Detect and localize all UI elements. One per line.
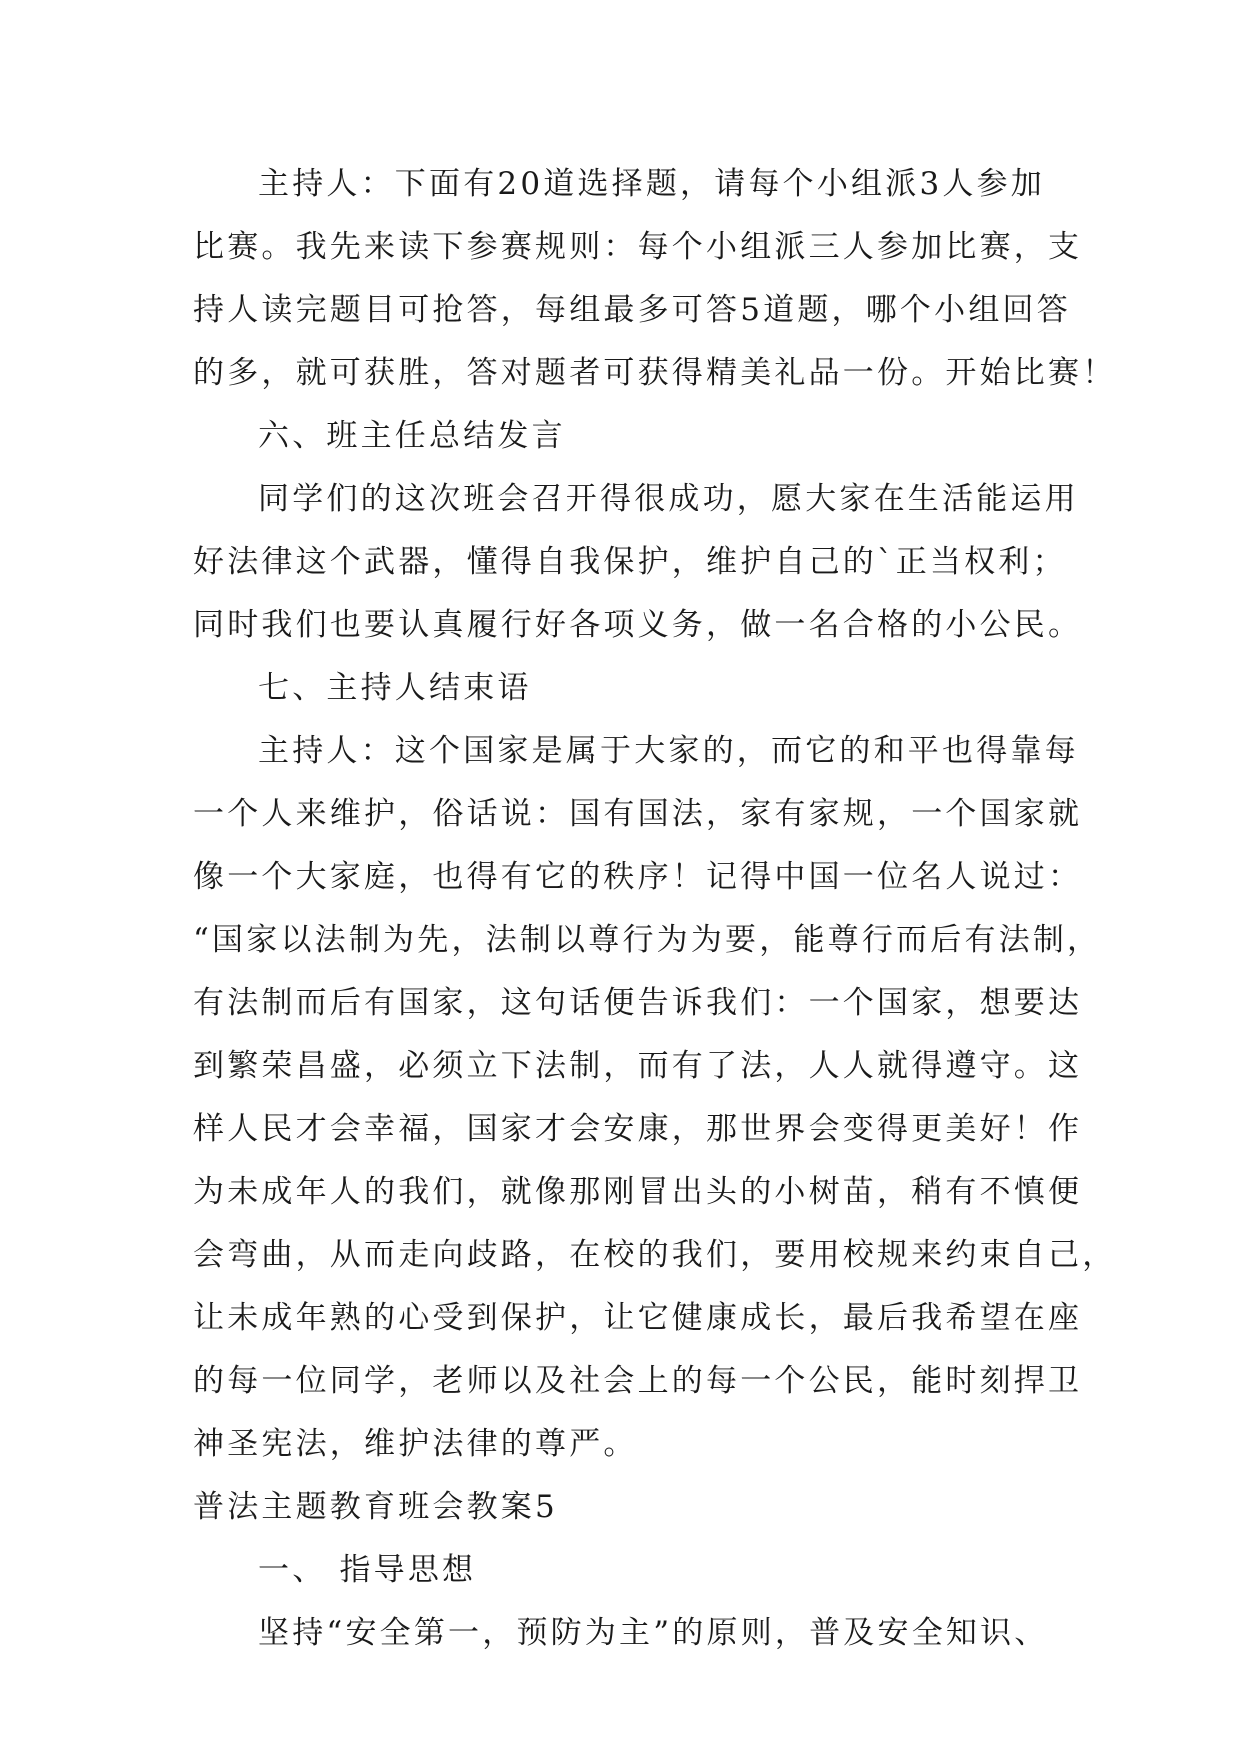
- paragraph-line: 有法制而后有国家，这句话便告诉我们：一个国家，想要达: [193, 985, 1083, 1021]
- section-heading-7: 七、主持人结束语: [258, 670, 532, 706]
- paragraph-line: 好法律这个武器，懂得自我保护，维护自己的`正当权利；: [193, 544, 1067, 580]
- paragraph-line: 坚持“安全第一，预防为主”的原则，普及安全知识、: [258, 1615, 1049, 1651]
- paragraph-line: 持人读完题目可抢答，每组最多可答5道题，哪个小组回答: [193, 292, 1071, 328]
- paragraph-teacher-summary-line: 同学们的这次班会召开得很成功，愿大家在生活能运用: [258, 481, 1079, 517]
- paragraph-line: 为未成年人的我们，就像那刚冒出头的小树苗，稍有不慎便: [193, 1174, 1083, 1210]
- section-heading-6: 六、班主任总结发言: [258, 418, 566, 454]
- paragraph-line: 到繁荣昌盛，必须立下法制，而有了法，人人就得遵守。这: [193, 1048, 1083, 1084]
- paragraph-line: 的每一位同学，老师以及社会上的每一个公民，能时刻捍卫: [193, 1363, 1083, 1399]
- paragraph-line: 比赛。我先来读下参赛规则：每个小组派三人参加比赛，支: [193, 229, 1083, 265]
- paragraph-closing-line: 主持人：这个国家是属于大家的，而它的和平也得靠每: [258, 733, 1079, 769]
- paragraph-line: “国家以法制为先，法制以尊行为为要，能尊行而后有法制，: [193, 922, 1102, 958]
- paragraph-line: 像一个大家庭，也得有它的秩序！记得中国一位名人说过：: [193, 859, 1083, 895]
- paragraph-line: 神圣宪法，维护法律的尊严。: [193, 1426, 638, 1462]
- paragraph-host-quiz-line: 主持人：下面有20道选择题，请每个小组派3人参加: [258, 166, 1045, 202]
- paragraph-line: 的多，就可获胜，答对题者可获得精美礼品一份。开始比赛！: [193, 355, 1117, 391]
- paragraph-line: 让未成年熟的心受到保护，让它健康成长，最后我希望在座: [193, 1300, 1083, 1336]
- section-heading-1: 一、 指导思想: [258, 1552, 477, 1588]
- paragraph-line: 一个人来维护，俗话说：国有国法，家有家规，一个国家就: [193, 796, 1083, 832]
- paragraph-line: 样人民才会幸福，国家才会安康，那世界会变得更美好！作: [193, 1111, 1083, 1147]
- paragraph-line: 同时我们也要认真履行好各项义务，做一名合格的小公民。: [193, 607, 1083, 643]
- paragraph-line: 会弯曲，从而走向歧路，在校的我们，要用校规来约束自己，: [193, 1237, 1117, 1273]
- document-title-5: 普法主题教育班会教案5: [193, 1489, 558, 1525]
